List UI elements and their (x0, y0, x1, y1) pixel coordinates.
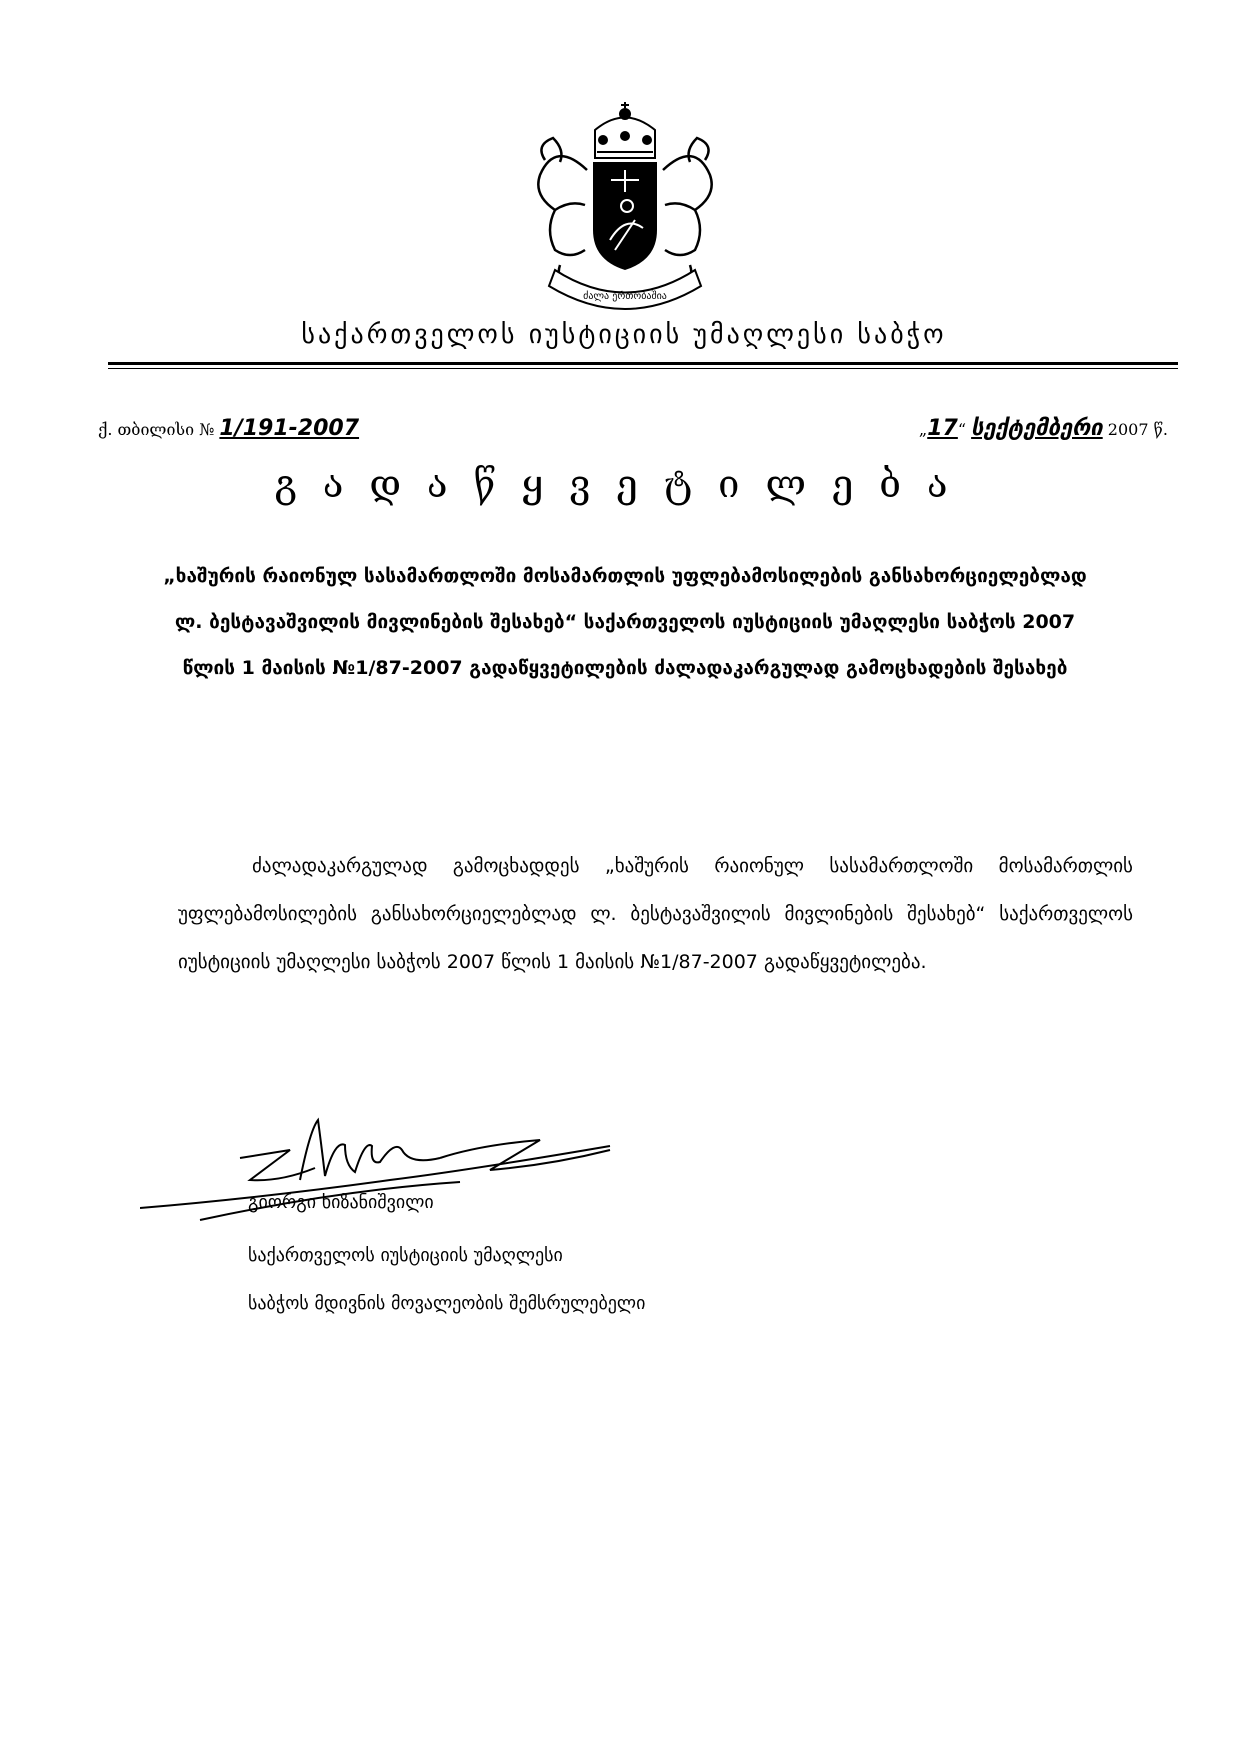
date-month: სექტემბერი (971, 416, 1103, 441)
date-year: 2007 (1107, 420, 1149, 439)
date-year-suffix: წ. (1153, 420, 1168, 439)
signatory-name: გიორგი ხიზანიშვილი (248, 1192, 434, 1213)
header-rule-thin (108, 368, 1178, 369)
document-date: „17“ სექტემბერი 2007 წ. (918, 416, 1168, 441)
document-body: ძალადაკარგულად გამოცხადდეს „ხაშურის რაიონულ სასამართლოში მოსამართლის უფლებამოსილების განსახორციელებლად ლ. ბესტავაშვილის მივლინების შესახებ“ საქართველოს იუსტიციის უმაღლესი საბჭოს 2007 წლის 1 მაისის №1/87-2007 გადაწყვეტილება. (178, 855, 1133, 973)
organization-header: საქართველოს იუსტიციის უმაღლესი საბჭო (301, 320, 947, 350)
place-prefix: ქ. თბილისი № (98, 420, 215, 439)
signatory-title-line-1: საქართველოს იუსტიციის უმაღლესი (248, 1245, 563, 1266)
document-number: 1/191-2007 (219, 416, 360, 441)
document-number-line (98, 416, 359, 441)
georgia-coat-of-arms-icon (515, 100, 735, 320)
date-day: 17 (927, 416, 958, 441)
document-subject: „ხაშურის რაიონულ სასამართლოში მოსამართლის უფლებამოსილების განსახორციელებლად ლ. ბესტავაშვილის მივლინების შესახებ“ საქართველოს იუსტიციის უმაღლესი საბჭოს 2007 წლის 1 მაისის №1/87-2007 გადაწყვეტილების ძალადაკარგულად გამოცხადების შესახებ (163, 565, 1087, 679)
svg-text:ძალა ერთობაშია: ძალა ერთობაშია (583, 291, 667, 302)
header-rule (108, 362, 1178, 365)
signatory-title-line-2: საბჭოს მდივნის მოვალეობის შემსრულებელი (248, 1293, 646, 1314)
document-title: გადაწყვეტილება (274, 462, 974, 506)
